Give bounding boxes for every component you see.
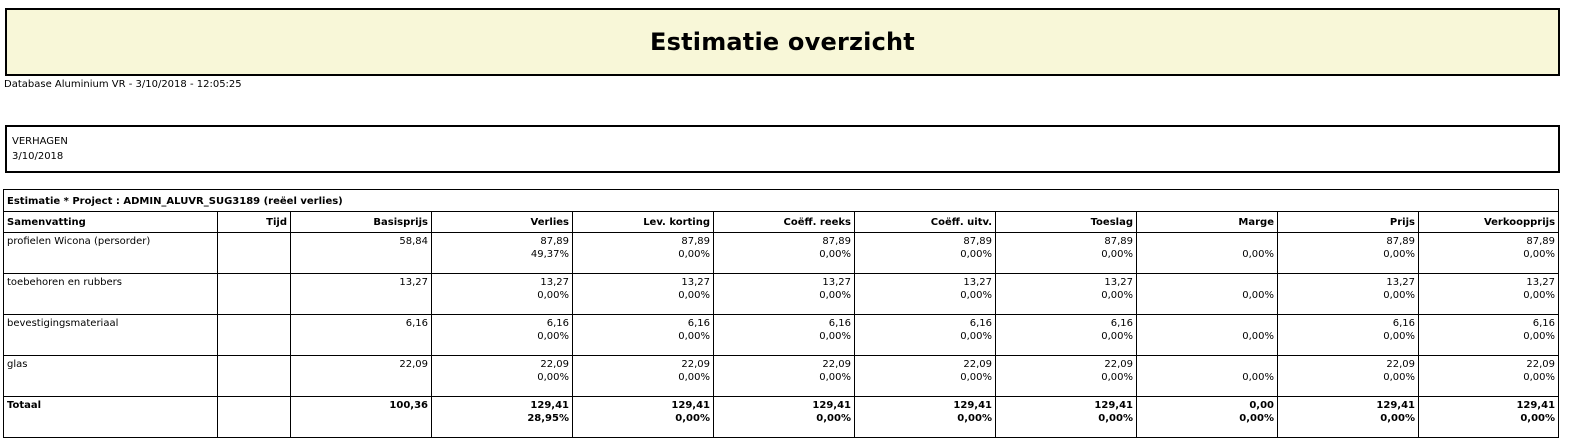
cell-prijs bbox=[1278, 397, 1419, 438]
cell-basisprijs bbox=[291, 274, 432, 315]
cell-value: 87,89 bbox=[1104, 236, 1133, 247]
cell-value: 22,09 bbox=[399, 359, 428, 370]
cell-percent: 0,00% bbox=[1523, 331, 1556, 342]
cell-percent: 0,00% bbox=[819, 331, 851, 342]
cell-value: 6,16 bbox=[1110, 318, 1133, 329]
table-caption-row bbox=[4, 190, 1559, 212]
cell-value: 58,84 bbox=[399, 236, 428, 247]
cell-tijd bbox=[218, 233, 291, 274]
cell-verkoopprijs bbox=[1419, 315, 1559, 356]
cell-toeslag bbox=[996, 356, 1137, 397]
report-title-banner bbox=[5, 8, 1560, 76]
cell-percent: 0,00% bbox=[1380, 413, 1415, 424]
cell-percent: 0,00% bbox=[1523, 372, 1556, 383]
cell-percent: 0,00% bbox=[1242, 372, 1274, 383]
cell-value: 129,41 bbox=[1516, 400, 1556, 411]
cell-percent: 0,00% bbox=[678, 372, 710, 383]
cell-value: 22,09 bbox=[540, 359, 569, 370]
cell-value: 22,09 bbox=[681, 359, 710, 370]
col-header-coeff-uitv: Coëff. uitv. bbox=[855, 212, 996, 233]
cell-lev-korting bbox=[573, 356, 714, 397]
col-header-verkoopprijs: Verkoopprijs bbox=[1419, 212, 1559, 233]
cell-percent: 0,00% bbox=[960, 372, 992, 383]
table-header-row bbox=[4, 212, 1559, 233]
report-title: Estimatie overzicht bbox=[650, 28, 915, 56]
cell-tijd bbox=[218, 397, 291, 438]
col-header-lev-korting: Lev. korting bbox=[573, 212, 714, 233]
col-header-prijs: Prijs bbox=[1278, 212, 1419, 233]
cell-value: 22,09 bbox=[1526, 359, 1556, 370]
col-header-coeff-reeks: Coëff. reeks bbox=[714, 212, 855, 233]
cell-coeff-reeks bbox=[714, 356, 855, 397]
cell-percent: 0,00% bbox=[1383, 331, 1415, 342]
cell-percent: 0,00% bbox=[1383, 372, 1415, 383]
cell-lev-korting bbox=[573, 233, 714, 274]
cell-prijs bbox=[1278, 315, 1419, 356]
cell-value: 87,89 bbox=[681, 236, 710, 247]
col-header-samenvatting: Samenvatting bbox=[4, 212, 218, 233]
cell-basisprijs bbox=[291, 397, 432, 438]
cell-verlies bbox=[432, 233, 573, 274]
cell-tijd bbox=[218, 356, 291, 397]
cell-percent: 0,00% bbox=[957, 413, 992, 424]
cell-prijs bbox=[1278, 274, 1419, 315]
col-header-marge: Marge bbox=[1137, 212, 1278, 233]
cell-percent: 0,00% bbox=[1520, 413, 1556, 424]
cell-percent: 0,00% bbox=[960, 331, 992, 342]
cell-value: 0,00 bbox=[1249, 400, 1274, 411]
row-label: glas bbox=[4, 356, 218, 397]
cell-percent: 0,00% bbox=[816, 413, 851, 424]
cell-value: 6,16 bbox=[546, 318, 569, 329]
cell-value bbox=[1140, 276, 1274, 289]
cell-percent: 49,37% bbox=[530, 249, 569, 260]
cell-coeff-reeks bbox=[714, 315, 855, 356]
cell-value: 22,09 bbox=[963, 359, 992, 370]
cell-value: 13,27 bbox=[1104, 277, 1133, 288]
cell-verlies bbox=[432, 397, 573, 438]
cell-percent: 0,00% bbox=[960, 249, 992, 260]
cell-coeff-uitv bbox=[855, 315, 996, 356]
cell-value: 100,36 bbox=[389, 400, 428, 411]
cell-verkoopprijs bbox=[1419, 397, 1559, 438]
cell-percent: 0,00% bbox=[819, 249, 851, 260]
cell-value bbox=[1140, 358, 1274, 371]
cell-percent: 0,00% bbox=[1239, 413, 1274, 424]
cell-prijs bbox=[1278, 233, 1419, 274]
cell-marge bbox=[1137, 233, 1278, 274]
customer-info-box bbox=[5, 125, 1560, 173]
cell-value: 87,89 bbox=[822, 236, 851, 247]
cell-coeff-reeks bbox=[714, 274, 855, 315]
estimate-table bbox=[3, 189, 1559, 438]
table-row bbox=[4, 233, 1559, 274]
cell-percent: 0,00% bbox=[1523, 249, 1556, 260]
cell-value: 13,27 bbox=[1386, 277, 1415, 288]
cell-percent: 0,00% bbox=[1383, 249, 1415, 260]
cell-marge bbox=[1137, 356, 1278, 397]
cell-prijs bbox=[1278, 356, 1419, 397]
cell-coeff-reeks bbox=[714, 233, 855, 274]
cell-marge bbox=[1137, 397, 1278, 438]
cell-value: 87,89 bbox=[1526, 236, 1556, 247]
cell-value: 22,09 bbox=[1104, 359, 1133, 370]
table-caption: Estimatie * Project : ADMIN_ALUVR_SUG3189 (reëel verlies) bbox=[4, 190, 1559, 212]
cell-coeff-uitv bbox=[855, 397, 996, 438]
cell-percent: 0,00% bbox=[819, 290, 851, 301]
cell-percent: 0,00% bbox=[537, 290, 569, 301]
cell-value: 87,89 bbox=[540, 236, 569, 247]
cell-value: 13,27 bbox=[399, 277, 428, 288]
cell-percent: 0,00% bbox=[1383, 290, 1415, 301]
row-label: toebehoren en rubbers bbox=[4, 274, 218, 315]
cell-value: 6,16 bbox=[405, 318, 428, 329]
cell-percent: 0,00% bbox=[537, 331, 569, 342]
row-label: profielen Wicona (persorder) bbox=[4, 233, 218, 274]
cell-value bbox=[1140, 317, 1274, 330]
cell-lev-korting bbox=[573, 397, 714, 438]
cell-percent: 0,00% bbox=[1242, 249, 1274, 260]
cell-value: 129,41 bbox=[671, 400, 710, 411]
cell-percent: 0,00% bbox=[1101, 372, 1133, 383]
cell-basisprijs bbox=[291, 315, 432, 356]
cell-verlies bbox=[432, 274, 573, 315]
cell-value: 6,16 bbox=[687, 318, 710, 329]
table-total-row bbox=[4, 397, 1559, 438]
cell-value: 129,41 bbox=[1094, 400, 1133, 411]
cell-value bbox=[1140, 235, 1274, 248]
cell-toeslag bbox=[996, 233, 1137, 274]
cell-percent: 0,00% bbox=[675, 413, 710, 424]
cell-value: 6,16 bbox=[828, 318, 851, 329]
table-row bbox=[4, 356, 1559, 397]
cell-percent: 28,95% bbox=[527, 413, 569, 424]
table-row bbox=[4, 315, 1559, 356]
cell-verkoopprijs bbox=[1419, 356, 1559, 397]
customer-name: VERHAGEN bbox=[12, 136, 68, 147]
cell-coeff-uitv bbox=[855, 356, 996, 397]
cell-marge bbox=[1137, 274, 1278, 315]
col-header-toeslag: Toeslag bbox=[996, 212, 1137, 233]
cell-lev-korting bbox=[573, 315, 714, 356]
cell-lev-korting bbox=[573, 274, 714, 315]
table-row bbox=[4, 274, 1559, 315]
cell-value: 13,27 bbox=[1526, 277, 1556, 288]
row-label: bevestigingsmateriaal bbox=[4, 315, 218, 356]
cell-value: 13,27 bbox=[963, 277, 992, 288]
cell-value: 129,41 bbox=[812, 400, 851, 411]
cell-tijd bbox=[218, 274, 291, 315]
cell-coeff-reeks bbox=[714, 397, 855, 438]
cell-verkoopprijs bbox=[1419, 274, 1559, 315]
cell-value: 13,27 bbox=[540, 277, 569, 288]
cell-value: 129,41 bbox=[953, 400, 992, 411]
cell-toeslag bbox=[996, 397, 1137, 438]
col-header-verlies: Verlies bbox=[432, 212, 573, 233]
cell-value: 13,27 bbox=[822, 277, 851, 288]
cell-basisprijs bbox=[291, 356, 432, 397]
col-header-tijd: Tijd bbox=[218, 212, 291, 233]
cell-value: 22,09 bbox=[1386, 359, 1415, 370]
customer-date: 3/10/2018 bbox=[12, 151, 64, 162]
cell-percent: 0,00% bbox=[1242, 331, 1274, 342]
cell-percent: 0,00% bbox=[537, 372, 569, 383]
cell-value: 129,41 bbox=[1376, 400, 1415, 411]
cell-percent: 0,00% bbox=[1101, 290, 1133, 301]
cell-toeslag bbox=[996, 315, 1137, 356]
cell-value: 13,27 bbox=[681, 277, 710, 288]
database-timestamp-line: Database Aluminium VR - 3/10/2018 - 12:05:25 bbox=[4, 79, 242, 90]
cell-value: 22,09 bbox=[822, 359, 851, 370]
cell-percent: 0,00% bbox=[1101, 249, 1133, 260]
cell-percent: 0,00% bbox=[960, 290, 992, 301]
cell-coeff-uitv bbox=[855, 233, 996, 274]
cell-value: 87,89 bbox=[1386, 236, 1415, 247]
cell-value: 6,16 bbox=[969, 318, 992, 329]
col-header-basisprijs: Basisprijs bbox=[291, 212, 432, 233]
cell-value: 6,16 bbox=[1532, 318, 1556, 329]
cell-percent: 0,00% bbox=[1242, 290, 1274, 301]
cell-percent: 0,00% bbox=[678, 331, 710, 342]
cell-verkoopprijs bbox=[1419, 233, 1559, 274]
cell-verlies bbox=[432, 315, 573, 356]
cell-marge bbox=[1137, 315, 1278, 356]
cell-percent: 0,00% bbox=[1098, 413, 1133, 424]
cell-value: 6,16 bbox=[1392, 318, 1415, 329]
cell-percent: 0,00% bbox=[678, 290, 710, 301]
cell-coeff-uitv bbox=[855, 274, 996, 315]
cell-value: 129,41 bbox=[530, 400, 569, 411]
cell-value: 87,89 bbox=[963, 236, 992, 247]
total-label: Totaal bbox=[4, 397, 218, 438]
cell-toeslag bbox=[996, 274, 1137, 315]
cell-tijd bbox=[218, 315, 291, 356]
cell-percent: 0,00% bbox=[819, 372, 851, 383]
cell-percent: 0,00% bbox=[1101, 331, 1133, 342]
cell-basisprijs bbox=[291, 233, 432, 274]
cell-verlies bbox=[432, 356, 573, 397]
cell-percent: 0,00% bbox=[678, 249, 710, 260]
cell-percent: 0,00% bbox=[1523, 290, 1556, 301]
